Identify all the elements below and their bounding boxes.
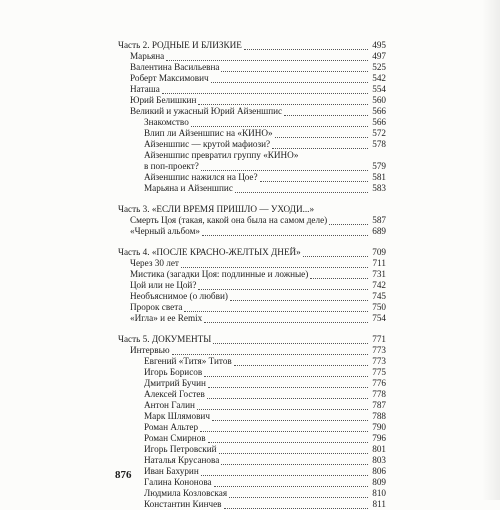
toc-leader-dots (202, 234, 368, 236)
toc-entry-page: 554 (372, 84, 386, 94)
toc-entry-title: Константин Кинчев (144, 499, 222, 509)
toc-entry (118, 400, 386, 411)
toc-leader-dots (244, 48, 368, 50)
toc-entry-title: Часть 2. РОДНЫЕ И БЛИЗКИЕ (118, 40, 242, 50)
toc-entry (118, 183, 386, 194)
toc-entry (118, 313, 386, 324)
toc-entry-page: 778 (372, 389, 386, 399)
toc-entry (118, 389, 386, 400)
toc-entry-page: 796 (372, 433, 386, 443)
toc-leader-dots (172, 353, 368, 355)
toc-entry-page: 495 (372, 40, 386, 50)
toc-entry-page: 806 (372, 466, 386, 476)
toc-leader-dots (229, 496, 368, 498)
toc-entry (118, 40, 386, 51)
toc-entry-title: Марк Шлямович (144, 411, 210, 421)
toc-leader-dots (260, 180, 368, 182)
toc-entry-page: 566 (372, 117, 386, 127)
toc-entry-page: 542 (372, 73, 386, 83)
toc-leader-dots (198, 103, 368, 105)
toc-entry-page: 811 (372, 499, 386, 509)
toc-entry (118, 204, 386, 215)
toc-leader-dots (329, 223, 368, 225)
page-spine-shadow (482, 0, 500, 500)
toc-leader-dots (191, 125, 368, 127)
toc-entry-title: Влип ли Айзеншпис на «КИНО» (144, 128, 273, 138)
toc-entry-page: 583 (372, 183, 386, 193)
toc-entry-page: 578 (372, 139, 386, 149)
toc-entry-page: 790 (372, 422, 386, 432)
toc-leader-dots (162, 92, 368, 94)
toc-entry (118, 422, 386, 433)
toc-entry (118, 117, 386, 128)
toc-entry-page: 572 (372, 128, 386, 138)
toc-leader-dots (198, 288, 368, 290)
toc-entry-title: Марьяна и Айзеншпис (144, 183, 233, 193)
toc-entry-title: Игорь Борисов (144, 367, 203, 377)
toc-entry (118, 466, 386, 477)
toc-entry-page: 525 (372, 62, 386, 72)
toc-entry-title: Необъяснимое (о любви) (130, 291, 228, 301)
toc-entry-title: Алексей Гостев (144, 389, 205, 399)
toc-entry-title: Знакомство (144, 117, 189, 127)
toc-entry-title: Наталья Крусанова (144, 455, 220, 465)
toc-entry-page: 787 (372, 400, 386, 410)
toc-entry-title: Айзеншпис превратил группу «КИНО» (144, 150, 299, 160)
toc-entry-page: 689 (372, 226, 386, 236)
toc-entry-title: Часть 4. «ПОСЛЕ КРАСНО-ЖЕЛТЫХ ДНЕЙ» (118, 247, 301, 257)
toc-leader-dots (224, 507, 368, 509)
toc-entry-page: 566 (372, 106, 386, 116)
toc-entry-page: 810 (372, 488, 386, 498)
toc-entry-title: Смерть Цоя (такая, какой она была на самом деле) (130, 215, 328, 225)
toc-entry-page: 776 (372, 378, 386, 388)
toc-leader-dots (200, 430, 368, 432)
toc-entry (118, 433, 386, 444)
toc-entry (118, 477, 386, 488)
toc-entry-title: Роберт Максимович (130, 73, 209, 83)
toc-leader-dots (201, 169, 368, 171)
toc-entry-page: 809 (372, 477, 386, 487)
toc-entry-page: 579 (372, 161, 386, 171)
toc-entry-title: Евгений «Титя» Титов (144, 356, 232, 366)
page-number: 876 (115, 469, 132, 481)
toc-leader-dots (219, 452, 368, 454)
toc-entry-page: 803 (372, 455, 386, 465)
toc-entry (118, 247, 386, 258)
toc-entry-title: Цой или не Цой? (130, 280, 197, 290)
toc-entry-page: 745 (372, 291, 386, 301)
toc-entry-title: Айзеншпис нажился на Цое? (144, 172, 258, 182)
toc-entry-title: Юрий Белишкин (130, 95, 197, 105)
toc-entry-title: Валентина Васильевна (130, 62, 220, 72)
toc-entry (118, 139, 386, 150)
toc-entry-title: Галина Кононова (144, 477, 212, 487)
toc-leader-dots (234, 364, 368, 366)
toc-entry (118, 488, 386, 499)
toc-entry-title: Часть 5. ДОКУМЕНТЫ (118, 334, 212, 344)
toc-entry (118, 378, 386, 389)
toc-entry (118, 444, 386, 455)
toc-entry-page: 801 (372, 444, 386, 454)
toc-entry-page: 773 (372, 345, 386, 355)
toc-leader-dots (211, 81, 368, 83)
toc-entry (118, 161, 386, 172)
toc-entry (118, 172, 386, 183)
toc-entry (118, 455, 386, 466)
toc-entry-title: Великий и ужасный Юрий Айзеншпис (130, 106, 283, 116)
toc-leader-dots (310, 277, 368, 279)
toc-leader-dots (197, 408, 368, 410)
toc-leader-dots (208, 386, 368, 388)
toc-entry-page: 497 (372, 51, 386, 61)
toc-entry-page: 731 (372, 269, 386, 279)
toc-entry-title: Иван Бахурин (144, 466, 199, 476)
toc-entry (118, 73, 386, 84)
toc-entry (118, 280, 386, 291)
toc-entry (118, 106, 386, 117)
toc-entry-page: 587 (372, 215, 386, 225)
toc-leader-dots (235, 191, 368, 193)
toc-entry-title: Часть 3. «ЕСЛИ ВРЕМЯ ПРИШЛО — УХОДИ...» (118, 204, 315, 214)
toc-leader-dots (284, 114, 368, 116)
toc-entry-page: 754 (372, 313, 386, 323)
toc-entry-title: Наташа (130, 84, 160, 94)
toc-entry-title: Игорь Петровский (144, 444, 217, 454)
toc-entry-title: Мистика (загадки Цоя: подлинные и ложные) (130, 269, 309, 279)
toc-leader-dots (201, 474, 368, 476)
toc-entry-title: Роман Смирнов (144, 433, 206, 443)
toc-entry-title: Через 30 лет (130, 258, 179, 268)
toc-entry-title: в поп-проект? (144, 161, 199, 171)
toc-entry (118, 302, 386, 313)
toc-entry (118, 345, 386, 356)
toc-entry-title: Марьяна (130, 51, 165, 61)
toc-entry (118, 84, 386, 95)
toc-entry-page: 742 (372, 280, 386, 290)
toc-entry-title: Айзеншпис — крутой мафиози? (144, 139, 271, 149)
toc-leader-dots (207, 397, 368, 399)
toc-entry (118, 95, 386, 106)
toc-entry (118, 215, 386, 226)
toc-entry (118, 150, 386, 161)
toc-entry-title: Пророк света (130, 302, 183, 312)
toc-leader-dots (181, 266, 368, 268)
toc-entry-title: Роман Альтер (144, 422, 199, 432)
toc-leader-dots (204, 375, 368, 377)
toc-entry (118, 62, 386, 73)
toc-entry (118, 334, 386, 345)
toc-entry-title: Людмила Козловская (144, 488, 228, 498)
toc-entry-page: 709 (372, 247, 386, 257)
toc-entry (118, 367, 386, 378)
toc-entry-title: Дмитрий Бучин (144, 378, 206, 388)
toc-leader-dots (184, 310, 368, 312)
toc-entry (118, 128, 386, 139)
toc-entry-page: 771 (372, 334, 386, 344)
toc-entry-title: Интервью (130, 345, 170, 355)
toc-leader-dots (230, 299, 368, 301)
toc-entry (118, 499, 386, 510)
toc-leader-dots (213, 342, 368, 344)
toc-entry-title: «Игла» и ее Remix (130, 313, 203, 323)
toc-entry (118, 51, 386, 62)
toc-entry-page: 711 (372, 258, 386, 268)
toc-leader-dots (221, 70, 368, 72)
toc-leader-dots (272, 147, 368, 149)
toc-leader-dots (214, 485, 368, 487)
toc-entry (118, 258, 386, 269)
toc-leader-dots (212, 419, 368, 421)
toc-entry-page: 581 (372, 172, 386, 182)
toc-entry (118, 411, 386, 422)
toc-entry (118, 269, 386, 280)
toc-leader-dots (303, 255, 368, 257)
toc-entry-title: Антон Галин (144, 400, 195, 410)
toc-entry (118, 356, 386, 367)
toc-leader-dots (208, 441, 368, 443)
toc-entry-page: 775 (372, 367, 386, 377)
toc-leader-dots (204, 321, 368, 323)
toc-entry-page: 750 (372, 302, 386, 312)
toc-entry-page: 773 (372, 356, 386, 366)
toc-leader-dots (221, 463, 368, 465)
toc-entry (118, 291, 386, 302)
toc-entry (118, 226, 386, 237)
toc-entry-page: 560 (372, 95, 386, 105)
toc-entry-title: «Черный альбом» (130, 226, 200, 236)
toc-entry-page: 788 (372, 411, 386, 421)
toc-leader-dots (166, 59, 368, 61)
toc-leader-dots (275, 136, 368, 138)
